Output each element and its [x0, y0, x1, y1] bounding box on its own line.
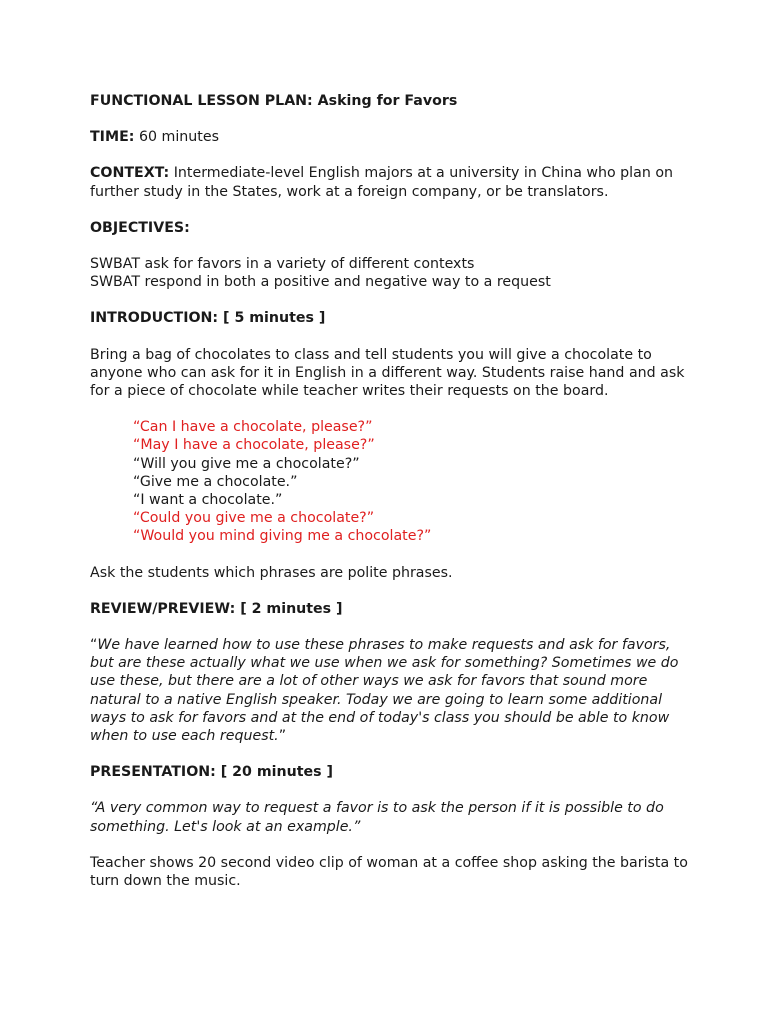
review-heading: REVIEW/PREVIEW: [ 2 minutes ]	[90, 600, 343, 617]
phrase-item: “May I have a chocolate, please?”	[133, 437, 375, 454]
introduction-followup: Ask the students which phrases are polite phrases.	[90, 564, 453, 581]
introduction-heading: INTRODUCTION: [ 5 minutes ]	[90, 310, 326, 327]
introduction-body: Bring a bag of chocolates to class and tell students you will give a chocolate to anyone who can ask for it in English in a different way. Students raise hand and ask for a piece of chocolate while teacher writes their requests on the board.	[90, 346, 685, 400]
review-quote-body: We have learned how to use these phrases to make requests and ask for favors, but are these actually what we use when we ask for something? Sometimes we do use these, but there are a lot of other ways we ask for favors that sound more natural to a native English speaker. Today we are going to learn some additional ways to ask for favors and at the end of today's class you should be able to know when to use each request.	[90, 637, 679, 745]
time-value: 60 minutes	[138, 129, 219, 146]
phrase-item: “I want a chocolate.”	[133, 492, 283, 509]
phrase-item: “Will you give me a chocolate?”	[133, 455, 360, 472]
review-quote-close: ”	[278, 728, 287, 745]
objective-item: SWBAT respond in both a positive and negative way to a request	[90, 274, 551, 291]
review-quote	[90, 636, 690, 745]
phrase-item: “Could you give me a chocolate?”	[133, 510, 375, 527]
presentation-quote: “A very common way to request a favor is to ask the person if it is possible to do something. Let's look at an example.”	[90, 800, 664, 835]
presentation-body: Teacher shows 20 second video clip of woman at a coffee shop asking the barista to turn down the music.	[90, 854, 688, 890]
phrase-item: “Can I have a chocolate, please?”	[133, 419, 373, 436]
time-line	[90, 128, 690, 146]
context-value: Intermediate-level English majors at a university in China who plan on further study in the States, work at a foreign company, or be translators.	[90, 165, 673, 200]
presentation-heading: PRESENTATION: [ 20 minutes ]	[90, 764, 333, 781]
phrase-item: “Would you mind giving me a chocolate?”	[133, 528, 432, 545]
objectives-heading: OBJECTIVES:	[90, 219, 190, 236]
time-label: TIME:	[90, 129, 135, 146]
document-title: FUNCTIONAL LESSON PLAN: Asking for Favors	[90, 93, 458, 109]
phrase-item: “Give me a chocolate.”	[133, 473, 298, 490]
objective-item: SWBAT ask for favors in a variety of different contexts	[90, 256, 475, 273]
context-paragraph	[90, 164, 690, 200]
review-quote-open: “	[90, 637, 98, 654]
objectives-list	[90, 255, 690, 291]
context-label: CONTEXT:	[90, 165, 170, 182]
document-page	[90, 92, 690, 890]
phrase-list	[90, 418, 690, 545]
